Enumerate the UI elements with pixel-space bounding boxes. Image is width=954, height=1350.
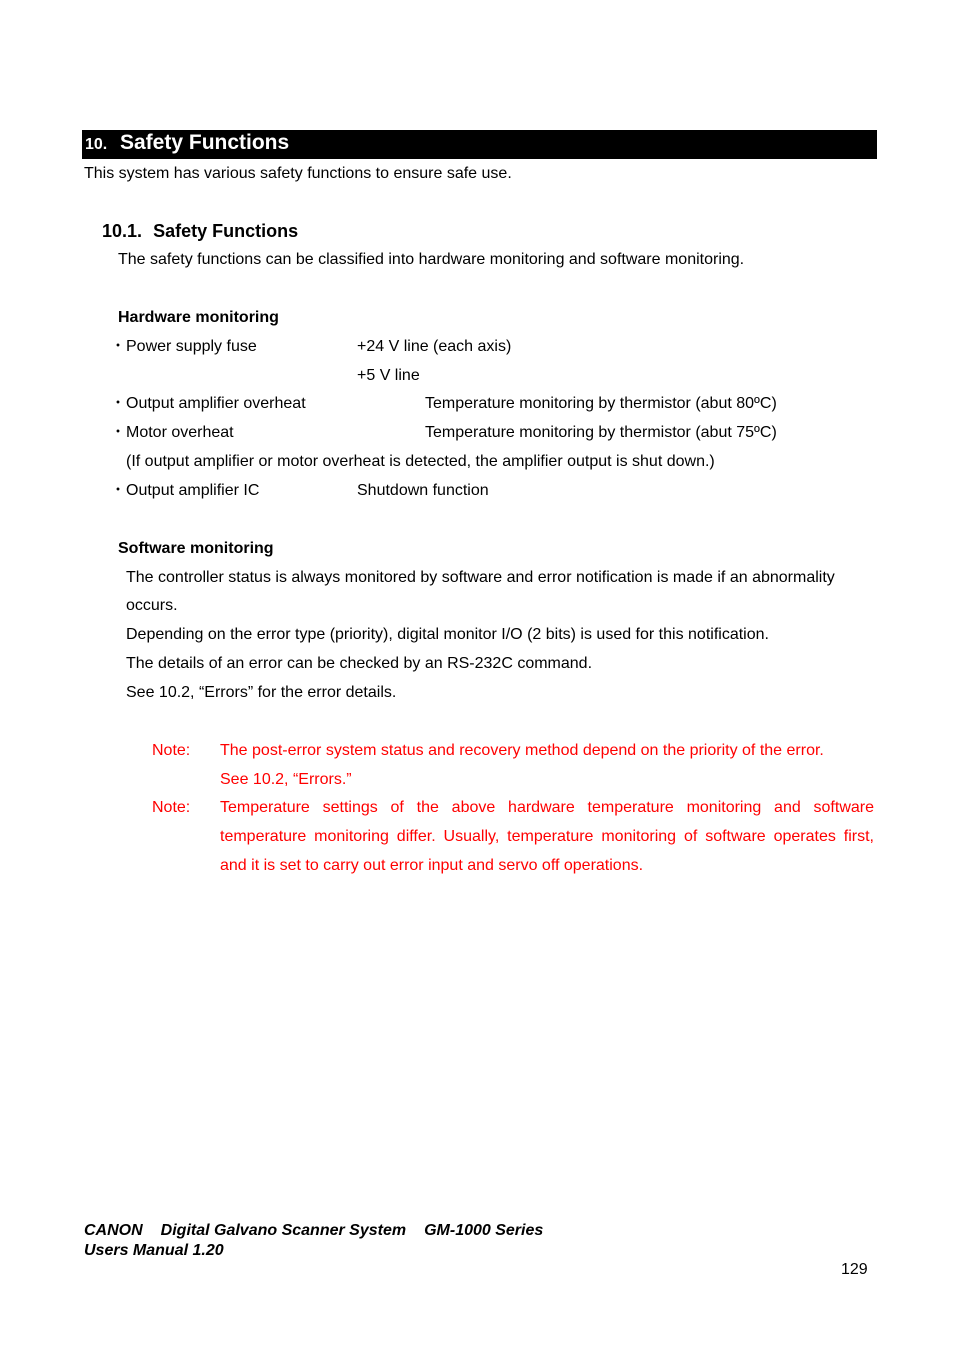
note-text-line: The post-error system status and recovery method depend on the priority of the error.: [220, 742, 824, 759]
software-text-line: See 10.2, “Errors” for the error details.: [126, 684, 397, 701]
footer-manual-version: Users Manual 1.20: [84, 1242, 224, 1259]
hw-item-label: ・Output amplifier IC: [110, 482, 260, 499]
hw-item-value: Temperature monitoring by thermistor (abut 80ºC): [425, 395, 777, 412]
hw-item-value: Shutdown function: [357, 482, 489, 499]
chapter-heading-bar: [82, 130, 877, 159]
chapter-intro: This system has various safety functions to ensure safe use.: [84, 165, 512, 182]
footer-series: GM-1000 Series: [424, 1222, 544, 1239]
footer-product-line: [84, 1221, 543, 1240]
note-label: Note:: [152, 742, 191, 759]
hw-item-value: +24 V line (each axis): [357, 338, 512, 355]
page-number: 129: [841, 1261, 868, 1278]
note-text-line: See 10.2, “Errors.”: [220, 771, 352, 788]
note-text-line: temperature monitoring differ. Usually, temperature monitoring of software operates first,: [220, 828, 874, 845]
software-text-line: The controller status is always monitored by software and error notification is made if an abnormality: [126, 569, 835, 586]
footer-company: CANON: [84, 1222, 143, 1239]
software-text-line: The details of an error can be checked by an RS-232C command.: [126, 655, 593, 672]
note-label: Note:: [152, 799, 191, 816]
hw-item-value: Temperature monitoring by thermistor (abut 75ºC): [425, 424, 777, 441]
hw-item-value: +5 V line: [357, 367, 420, 384]
hw-item-label: ・Power supply fuse: [110, 338, 257, 355]
note-text-line: Temperature settings of the above hardware temperature monitoring and software: [220, 799, 874, 816]
chapter-number: 10.: [85, 136, 108, 153]
overheat-note: (If output amplifier or motor overheat is detected, the amplifier output is shut down.): [126, 453, 715, 470]
software-text-line: Depending on the error type (priority), digital monitor I/O (2 bits) is used for this notification.: [126, 626, 769, 643]
hardware-heading: Hardware monitoring: [118, 309, 279, 326]
note-text-line: and it is set to carry out error input and servo off operations.: [220, 857, 644, 874]
hw-item-label: ・Motor overheat: [110, 424, 234, 441]
chapter-title: Safety Functions: [120, 131, 290, 154]
software-text-line: occurs.: [126, 597, 178, 614]
section-intro: The safety functions can be classified into hardware monitoring and software monitoring.: [118, 251, 745, 268]
footer-product: Digital Galvano Scanner System: [160, 1222, 407, 1239]
software-heading: Software monitoring: [118, 540, 274, 557]
section-title: Safety Functions: [153, 221, 299, 241]
section-number: 10.1.: [102, 221, 143, 241]
hw-item-label: ・Output amplifier overheat: [110, 395, 306, 412]
section-heading: [102, 221, 298, 243]
